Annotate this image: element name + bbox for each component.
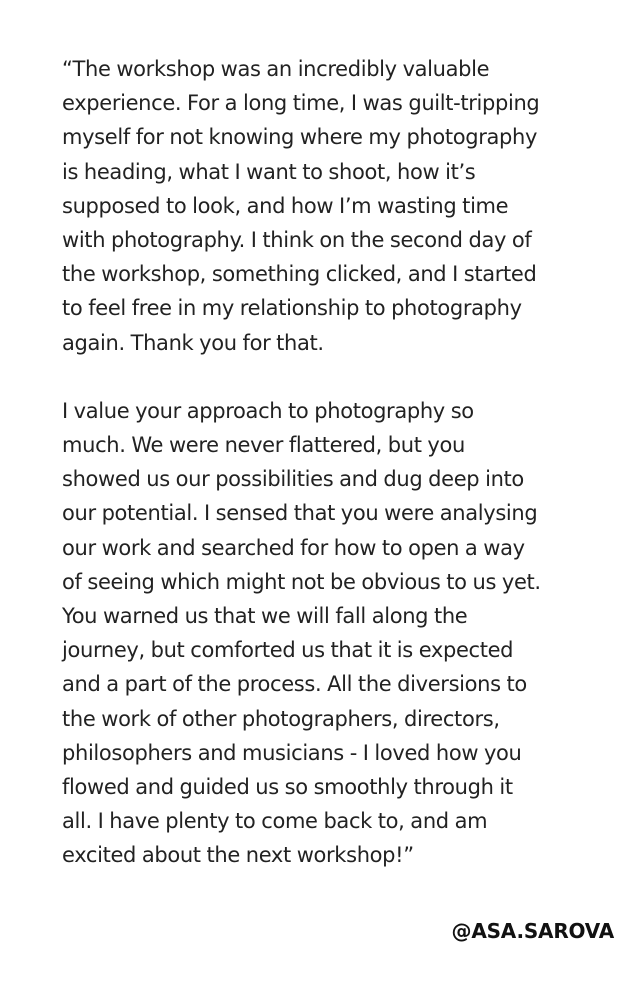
quote-line: all. I have plenty to come back to, and am xyxy=(62,809,488,834)
quote-line: myself for not knowing where my photography xyxy=(62,125,538,150)
quote-line: supposed to look, and how I’m wasting time xyxy=(62,193,509,218)
testimonial-quote xyxy=(62,52,622,873)
quote-line: with photography. I think on the second day of xyxy=(62,228,532,253)
quote-line: the workshop, something clicked, and I started xyxy=(62,262,537,287)
quote-line: to feel free in my relationship to photography xyxy=(62,296,522,321)
quote-line: “The workshop was an incredibly valuable xyxy=(62,57,490,81)
quote-line: excited about the next workshop!” xyxy=(62,843,414,868)
quote-line: flowed and guided us so smoothly through it xyxy=(62,775,513,800)
quote-line: showed us our possibilities and dug deep into xyxy=(62,467,524,492)
quote-line: journey, but comforted us that it is expected xyxy=(62,638,514,663)
quote-line: our work and searched for how to open a way xyxy=(62,535,525,560)
author-handle: @ASA.SAROVA xyxy=(451,919,614,943)
quote-line: I value your approach to photography so xyxy=(62,398,474,423)
quote-line: and a part of the process. All the diversions to xyxy=(62,672,527,697)
quote-paragraph-1 xyxy=(62,52,622,360)
quote-paragraph-2 xyxy=(62,394,622,873)
quote-line: experience. For a long time, I was guilt-tripping xyxy=(62,91,540,116)
quote-line: is heading, what I want to shoot, how it’s xyxy=(62,159,476,184)
quote-line: much. We were never flattered, but you xyxy=(62,433,465,458)
quote-line: the work of other photographers, directors, xyxy=(62,706,500,731)
quote-line: philosophers and musicians - I loved how you xyxy=(62,740,522,765)
quote-line: again. Thank you for that. xyxy=(62,330,324,355)
quote-line: of seeing which might not be obvious to us yet. xyxy=(62,569,541,594)
quote-line: You warned us that we will fall along the xyxy=(62,604,468,629)
quote-line: our potential. I sensed that you were analysing xyxy=(62,501,538,526)
